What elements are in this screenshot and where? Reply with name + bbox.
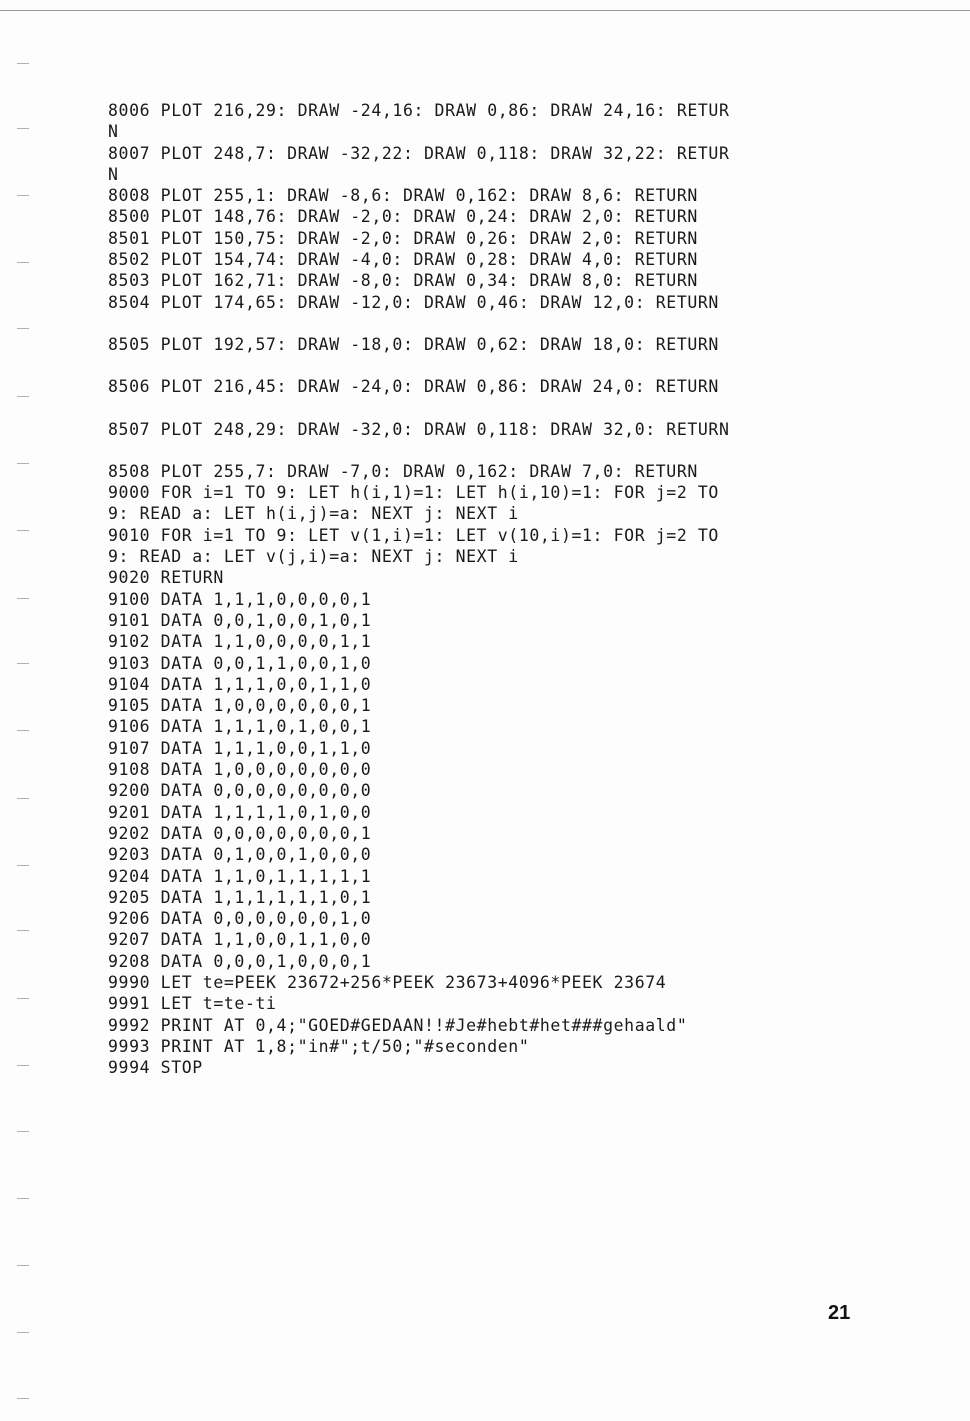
margin-tick — [17, 195, 29, 196]
code-line: 8504 PLOT 174,65: DRAW -12,0: DRAW 0,46: DRAW 12,0: RETURN — [108, 292, 719, 312]
code-line: 8007 PLOT 248,7: DRAW -32,22: DRAW 0,118: DRAW 32,22: RETUR — [108, 143, 730, 163]
margin-tick — [17, 930, 29, 931]
code-line: 8006 PLOT 216,29: DRAW -24,16: DRAW 0,86: DRAW 24,16: RETUR — [108, 101, 730, 120]
code-line: 9: READ a: LET h(i,j)=a: NEXT j: NEXT i — [108, 504, 519, 524]
code-line: 9102 DATA 1,1,0,0,0,0,1,1 — [108, 632, 372, 652]
code-line: 9107 DATA 1,1,1,0,0,1,1,0 — [108, 738, 372, 758]
code-line: 8501 PLOT 150,75: DRAW -2,0: DRAW 0,26: DRAW 2,0: RETURN — [108, 228, 698, 248]
code-line: 9105 DATA 1,0,0,0,0,0,0,1 — [108, 696, 372, 716]
code-line: 9992 PRINT AT 0,4;"GOED#GEDAAN!!#Je#hebt#het###gehaald" — [108, 1015, 688, 1035]
margin-tick — [17, 328, 29, 329]
margin-tick — [17, 262, 29, 263]
code-line: 8508 PLOT 255,7: DRAW -7,0: DRAW 0,162: DRAW 7,0: RETURN — [108, 461, 698, 481]
margin-tick — [17, 463, 29, 464]
code-line: 9201 DATA 1,1,1,1,0,1,0,0 — [108, 802, 372, 822]
code-line: 9208 DATA 0,0,0,1,0,0,0,1 — [108, 951, 372, 971]
margin-tick — [17, 1198, 29, 1199]
code-line: 9108 DATA 1,0,0,0,0,0,0,0 — [108, 760, 372, 780]
code-line: 9200 DATA 0,0,0,0,0,0,0,0 — [108, 781, 372, 801]
margin-tick — [17, 128, 29, 129]
code-line: 9204 DATA 1,1,0,1,1,1,1,1 — [108, 866, 372, 886]
code-line: N — [108, 164, 119, 184]
top-rule — [0, 10, 970, 11]
code-line: 9202 DATA 0,0,0,0,0,0,0,1 — [108, 823, 372, 843]
margin-tick — [17, 1065, 29, 1066]
code-line: 8008 PLOT 255,1: DRAW -8,6: DRAW 0,162: DRAW 8,6: RETURN — [108, 186, 698, 206]
margin-tick — [17, 798, 29, 799]
code-line: 8500 PLOT 148,76: DRAW -2,0: DRAW 0,24: DRAW 2,0: RETURN — [108, 207, 698, 227]
code-line: 9203 DATA 0,1,0,0,1,0,0,0 — [108, 845, 372, 865]
margin-tick — [17, 865, 29, 866]
code-line: 9103 DATA 0,0,1,1,0,0,1,0 — [108, 653, 372, 673]
margin-tick — [17, 663, 29, 664]
code-line: 9100 DATA 1,1,1,0,0,0,0,1 — [108, 589, 372, 609]
code-line: 9205 DATA 1,1,1,1,1,1,0,1 — [108, 887, 372, 907]
margin-tick — [17, 396, 29, 397]
margin-tick — [17, 1131, 29, 1132]
code-line: 9206 DATA 0,0,0,0,0,0,1,0 — [108, 909, 372, 929]
code-line: 8505 PLOT 192,57: DRAW -18,0: DRAW 0,62: DRAW 18,0: RETURN — [108, 334, 719, 354]
margin-tick — [17, 1398, 29, 1399]
basic-program-listing — [108, 100, 868, 1078]
margin-tick — [17, 998, 29, 999]
code-line: 9106 DATA 1,1,1,0,1,0,0,1 — [108, 717, 372, 737]
code-line: 9994 STOP — [108, 1058, 203, 1078]
margin-tick — [17, 730, 29, 731]
code-line: 9104 DATA 1,1,1,0,0,1,1,0 — [108, 674, 372, 694]
margin-tick — [17, 1332, 29, 1333]
code-line: 9993 PRINT AT 1,8;"in#";t/50;"#seconden" — [108, 1036, 530, 1056]
code-line: 8503 PLOT 162,71: DRAW -8,0: DRAW 0,34: DRAW 8,0: RETURN — [108, 271, 698, 291]
code-line: 9000 FOR i=1 TO 9: LET h(i,1)=1: LET h(i,10)=1: FOR j=2 TO — [108, 483, 719, 503]
code-line: 9990 LET te=PEEK 23672+256*PEEK 23673+4096*PEEK 23674 — [108, 972, 667, 992]
margin-tick — [17, 1265, 29, 1266]
margin-tick — [17, 598, 29, 599]
margin-tick — [17, 63, 29, 64]
margin-tick — [17, 530, 29, 531]
code-line: 9010 FOR i=1 TO 9: LET v(1,i)=1: LET v(10,i)=1: FOR j=2 TO — [108, 525, 719, 545]
code-line: N — [108, 122, 119, 142]
code-line: 9020 RETURN — [108, 568, 224, 588]
code-line: 8506 PLOT 216,45: DRAW -24,0: DRAW 0,86: DRAW 24,0: RETURN — [108, 377, 719, 397]
margin-ticks — [17, 0, 31, 1421]
code-line: 9: READ a: LET v(j,i)=a: NEXT j: NEXT i — [108, 547, 519, 567]
code-line: 8502 PLOT 154,74: DRAW -4,0: DRAW 0,28: DRAW 4,0: RETURN — [108, 250, 698, 270]
code-line: 8507 PLOT 248,29: DRAW -32,0: DRAW 0,118: DRAW 32,0: RETURN — [108, 419, 730, 439]
page-number: 21 — [828, 1302, 851, 1324]
code-line: 9101 DATA 0,0,1,0,0,1,0,1 — [108, 610, 372, 630]
code-line: 9991 LET t=te-ti — [108, 994, 277, 1014]
code-line: 9207 DATA 1,1,0,0,1,1,0,0 — [108, 930, 372, 950]
